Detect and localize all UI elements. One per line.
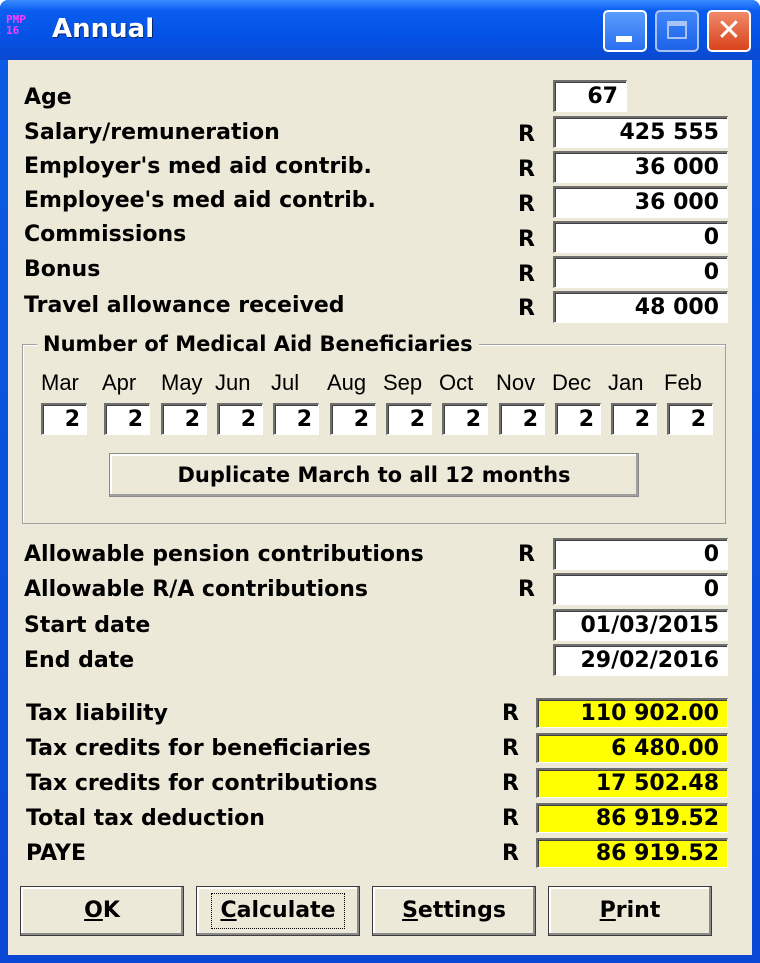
- employee-med-aid-label: Employee's med aid contrib.: [24, 188, 376, 213]
- minimize-button[interactable]: [603, 10, 647, 52]
- title-bar[interactable]: [0, 0, 760, 60]
- month-label-feb: Feb: [664, 370, 702, 395]
- beneficiaries-may-field[interactable]: 2: [161, 403, 207, 435]
- beneficiaries-sep-field[interactable]: 2: [386, 403, 432, 435]
- employer-med-aid-currency: R: [518, 157, 535, 182]
- tax-liability-currency: R: [502, 701, 519, 726]
- minimize-icon: [616, 36, 632, 42]
- travel-allowance-label: Travel allowance received: [24, 293, 345, 318]
- month-label-aug: Aug: [327, 370, 367, 395]
- age-label: Age: [24, 85, 72, 110]
- maximize-icon: [667, 21, 687, 39]
- beneficiaries-group-title: Number of Medical Aid Beneficiaries: [37, 331, 479, 357]
- settings-label-rest: ettings: [417, 898, 506, 923]
- month-label-oct: Oct: [439, 370, 474, 395]
- maximize-button[interactable]: [655, 10, 699, 52]
- month-label-jan: Jan: [608, 370, 644, 395]
- credits-contributions-currency: R: [502, 771, 519, 796]
- settings-mnemonic: S: [402, 898, 418, 923]
- settings-button[interactable]: [372, 886, 536, 936]
- pension-field[interactable]: 0: [553, 538, 728, 570]
- paye-value: 86 919.52: [536, 838, 728, 868]
- window-title: Annual: [52, 14, 155, 44]
- print-button[interactable]: [548, 886, 712, 936]
- employer-med-aid-label: Employer's med aid contrib.: [24, 154, 372, 179]
- salary-field[interactable]: 425 555: [553, 116, 728, 148]
- pension-currency: R: [518, 542, 535, 567]
- beneficiaries-mar-field[interactable]: 2: [41, 403, 87, 435]
- credits-contributions-value: 17 502.48: [536, 768, 728, 798]
- beneficiaries-oct-field[interactable]: 2: [442, 403, 488, 435]
- start-date-field[interactable]: 01/03/2015: [553, 609, 728, 641]
- start-date-label: Start date: [24, 613, 151, 638]
- month-label-may: May: [161, 370, 203, 395]
- tax-liability-value: 110 902.00: [536, 698, 728, 728]
- beneficiaries-aug-field[interactable]: 2: [330, 403, 376, 435]
- end-date-field[interactable]: 29/02/2016: [553, 644, 728, 676]
- paye-currency: R: [502, 841, 519, 866]
- duplicate-march-button[interactable]: Duplicate March to all 12 months: [109, 453, 639, 497]
- total-tax-value: 86 919.52: [536, 803, 728, 833]
- ok-mnemonic: O: [84, 898, 103, 923]
- beneficiaries-apr-field[interactable]: 2: [104, 403, 150, 435]
- month-label-sep: Sep: [383, 370, 423, 395]
- credits-contributions-label: Tax credits for contributions: [26, 771, 378, 796]
- ra-label: Allowable R/A contributions: [24, 577, 368, 602]
- month-label-nov: Nov: [496, 370, 536, 395]
- commissions-currency: R: [518, 227, 535, 252]
- month-label-jun: Jun: [215, 370, 251, 395]
- month-label-jul: Jul: [271, 370, 300, 395]
- calculate-label-rest: alculate: [236, 898, 336, 923]
- print-label-rest: rint: [615, 898, 661, 923]
- calculate-focus-ring: [211, 893, 344, 929]
- app-icon[interactable]: [6, 14, 42, 44]
- age-field[interactable]: 67: [553, 80, 627, 112]
- ok-button[interactable]: [20, 886, 184, 936]
- beneficiaries-jan-field[interactable]: 2: [611, 403, 657, 435]
- print-mnemonic: P: [599, 898, 616, 923]
- month-label-mar: Mar: [41, 370, 79, 395]
- ok-label-rest: K: [102, 898, 120, 923]
- commissions-field[interactable]: 0: [553, 221, 728, 253]
- credits-beneficiaries-label: Tax credits for beneficiaries: [26, 736, 371, 761]
- end-date-label: End date: [24, 648, 135, 673]
- credits-beneficiaries-currency: R: [502, 736, 519, 761]
- employee-med-aid-currency: R: [518, 192, 535, 217]
- beneficiaries-dec-field[interactable]: 2: [555, 403, 601, 435]
- calculate-mnemonic: C: [220, 898, 237, 923]
- credits-beneficiaries-value: 6 480.00: [536, 733, 728, 763]
- bonus-currency: R: [518, 262, 535, 287]
- beneficiaries-group: [22, 332, 726, 524]
- beneficiaries-nov-field[interactable]: 2: [499, 403, 545, 435]
- bonus-label: Bonus: [24, 257, 101, 282]
- close-icon: ✕: [716, 13, 742, 48]
- total-tax-label: Total tax deduction: [26, 806, 265, 831]
- travel-allowance-field[interactable]: 48 000: [553, 291, 728, 323]
- salary-label: Salary/remuneration: [24, 120, 280, 145]
- salary-currency: R: [518, 122, 535, 147]
- commissions-label: Commissions: [24, 222, 187, 247]
- total-tax-currency: R: [502, 806, 519, 831]
- close-button[interactable]: [707, 10, 751, 52]
- ra-field[interactable]: 0: [553, 573, 728, 605]
- tax-liability-label: Tax liability: [26, 701, 169, 726]
- beneficiaries-jul-field[interactable]: 2: [273, 403, 319, 435]
- month-label-apr: Apr: [102, 370, 137, 395]
- employee-med-aid-field[interactable]: 36 000: [553, 186, 728, 218]
- travel-allowance-currency: R: [518, 296, 535, 321]
- bonus-field[interactable]: 0: [553, 256, 728, 288]
- app-icon-line-1: PMP: [6, 13, 26, 26]
- app-icon-line-2: 16: [6, 24, 20, 37]
- employer-med-aid-field[interactable]: 36 000: [553, 151, 728, 183]
- beneficiaries-feb-field[interactable]: 2: [667, 403, 713, 435]
- paye-label: PAYE: [26, 841, 86, 866]
- pension-label: Allowable pension contributions: [24, 542, 424, 567]
- month-label-dec: Dec: [552, 370, 592, 395]
- dialog-body: [8, 60, 752, 955]
- beneficiaries-jun-field[interactable]: 2: [217, 403, 263, 435]
- calculate-button[interactable]: [196, 886, 360, 936]
- ra-currency: R: [518, 577, 535, 602]
